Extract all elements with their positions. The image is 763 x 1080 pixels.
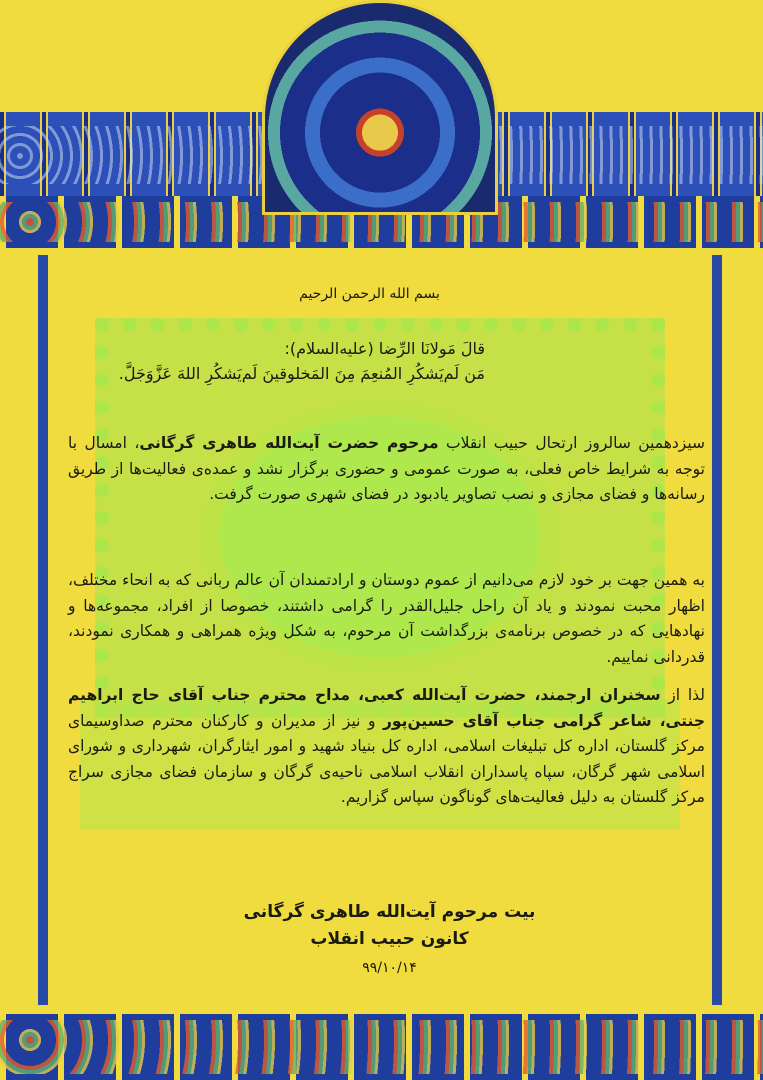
date: ۹۹/۱۰/۱۴ — [362, 960, 417, 976]
quote-intro: قالَ مَولانَا الرِّضا (علیه‌السلام): — [284, 339, 485, 358]
signature-line-1: بیت مرحوم آیت‌الله طاهری گرگانی — [243, 902, 536, 922]
p3-text-end: و نیز از مدیران و کارکنان محترم صداوسیمای مرکز گلستان، اداره کل تبلیغات اسلامی، اداره کل بنیاد شهید و امور ایثارگران، شهرداری و شورای اسلامی شهر گرگان، سپاه پاسداران انقلاب اسلامی ناحیه‌ی گرگان و سازمان فضای مجازی سراج مرکز گلستان به دلیل فعالیت‌های گوناگون سپاس گزاریم. — [68, 711, 705, 806]
paragraph-1 — [68, 431, 705, 508]
right-blue-bar — [712, 255, 722, 1005]
signature-line-2: کانون حبیب انقلاب — [310, 929, 469, 949]
bismillah: بسم الله الرحمن الرحیم — [299, 286, 440, 302]
p1-text: سیزدهمین سالروز ارتحال حبیب انقلاب — [438, 434, 705, 452]
dome-ornament — [262, 0, 498, 215]
p3-bold: سخنران ارجمند، حضرت آیت‌الله کعبی، مداح محترم جناب آقای حاج ابراهیم جنتی، شاعر گرامی جناب آقای حسین‌پور — [68, 686, 705, 730]
p3-text: لذا از — [660, 686, 705, 704]
p2-text: به همین جهت بر خود لازم می‌دانیم از عموم دوستان و ارادتمندان آن عالم ربانی که به انحاء مختلف، اظهار محبت نمودند و یاد آن راحل جلیل‌القدر را گرامی داشتند، خصوصا از افراد، مجموعه‌ها و نهادهایی که در خصوص برنامه‌ی بزرگداشت آن مرحوم، به شکل ویژه همراهی و همکاری نمودند، قدردانی نماییم. — [68, 571, 705, 666]
paragraph-3 — [68, 683, 705, 811]
p1-text-end: ، امسال با توجه به شرایط خاص فعلی، به صورت عمومی و حضوری برگزار نشد و عمده‌ی فعالیت‌ها از طریق رسانه‌ها و فضای مجازی و نصب تصاویر یادبود در فضای شهری صورت گرفت. — [68, 434, 705, 503]
left-blue-bar — [38, 255, 48, 1005]
bottom-floral-border — [0, 1014, 763, 1080]
paragraph-2 — [68, 568, 705, 670]
quote-hadith: مَن لَم‌یَشکُرِ المُنعِمَ مِنَ المَخلوقینَ لَم‌یَشکُرِ اللهَ عَزَّوَجَلَّ. — [118, 364, 485, 383]
p1-bold: مرحوم حضرت آیت‌الله طاهری گرگانی — [139, 434, 439, 452]
quote — [118, 336, 485, 386]
